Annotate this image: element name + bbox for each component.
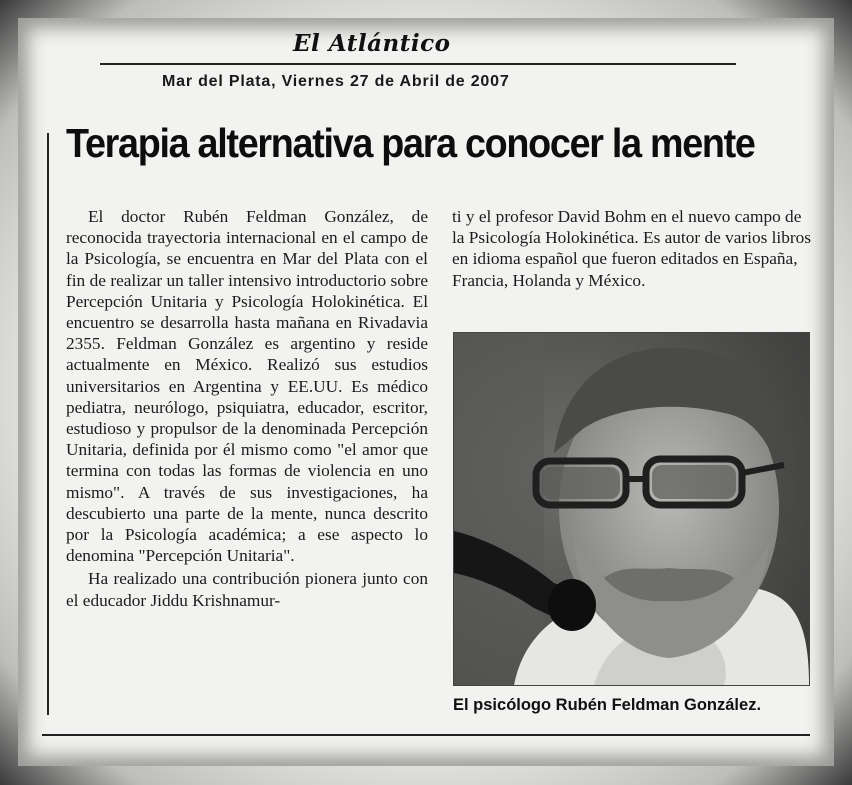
article-column-right bbox=[452, 206, 812, 291]
article-paragraph: ti y el profesor David Bohm en el nuevo campo de la Psicología Holokinética. Es autor de varios libros en idioma español que fueron editados en España, Francia, Holanda y México. bbox=[452, 207, 811, 290]
article-headline: Terapia alternativa para conocer la mente bbox=[66, 120, 755, 166]
dateline: Mar del Plata, Viernes 27 de Abril de 2007 bbox=[162, 73, 510, 90]
footer-rule bbox=[42, 734, 810, 736]
article-column-left bbox=[66, 206, 428, 611]
article-paragraph: El doctor Rubén Feldman González, de reconocida trayectoria internacional en el campo de la Psicología, se encuentra en Mar del Plata con el fin de realizar un taller intensivo introductorio sobre Percepción Unitaria y Psicología Holokinética. El encuentro se desarrolla hasta mañana en Rivadavia 2355. Feldman González es argentino y reside actualmente en México. Realizó sus estudios universitarios en Argentina y EE.UU. Es médico pediatra, neurólogo, psiquiatra, educador, escritor, estudioso y propulsor de la denominada Percepción Unitaria, definida por él mismo como "el amor que termina con todas las formas de violencia en uno mismo". A través de sus investigaciones, ha descubierto una parte de la mente, nunca descrito por la Psicología académica; a ese aspecto lo denomina "Percepción Unitaria". bbox=[66, 207, 428, 566]
article-paragraph: Ha realizado una contribución pionera junto con el educador Jiddu Krishnamur- bbox=[66, 569, 428, 610]
newspaper-masthead: El Atlántico bbox=[293, 30, 451, 57]
column-rule bbox=[47, 133, 49, 715]
masthead-rule bbox=[100, 63, 736, 65]
photo-caption: El psicólogo Rubén Feldman González. bbox=[453, 696, 762, 714]
portrait-photo bbox=[453, 332, 810, 686]
